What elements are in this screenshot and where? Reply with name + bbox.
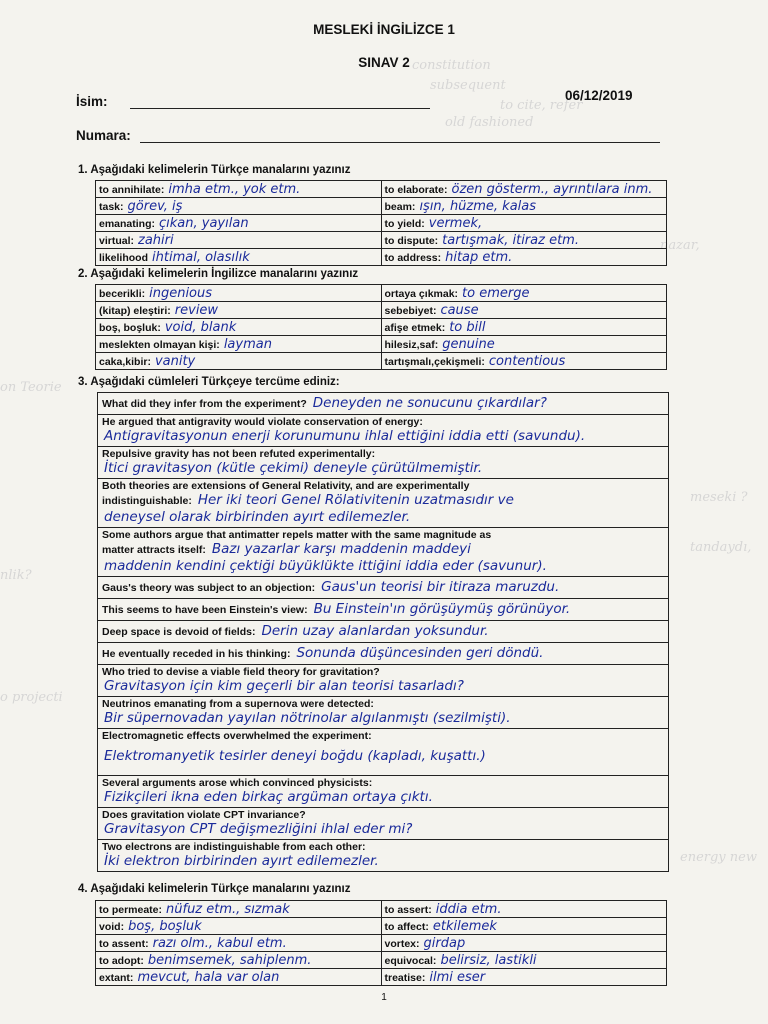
translation-item[interactable] — [98, 664, 668, 696]
word-label: ortaya çıkmak: — [384, 288, 459, 300]
handwritten-answer: genuine — [442, 337, 495, 352]
handwritten-translation: Gaus'un teorisi bir itiraza maruzdu. — [321, 579, 560, 595]
word-cell[interactable] — [96, 901, 382, 918]
handwritten-translation: Gravitasyon için kim geçerli bir alan teorisi tasarladı? — [104, 678, 464, 694]
word-label: vortex: — [384, 938, 420, 950]
word-label: to adopt: — [99, 955, 144, 967]
handwritten-answer: ışın, hüzme, kalas — [419, 199, 537, 214]
word-label: to elaborate: — [384, 184, 448, 196]
word-label: to dispute: — [384, 235, 439, 247]
sentence-prompt-cont: indistinguishable: — [102, 495, 192, 507]
word-label: afişe etmek: — [384, 322, 446, 334]
sentence-prompt: Electromagnetic effects overwhelmed the experiment: — [98, 728, 668, 742]
word-cell[interactable] — [381, 952, 667, 969]
word-cell[interactable] — [96, 198, 382, 215]
handwritten-answer: belirsiz, lastikli — [440, 953, 537, 968]
table-row — [96, 302, 667, 319]
word-cell[interactable] — [381, 918, 667, 935]
word-label: to address: — [384, 252, 442, 264]
translation-item[interactable] — [98, 839, 668, 872]
word-label: caka,kibir: — [99, 356, 151, 368]
sentence-prompt: Deep space is devoid of fields: — [102, 626, 256, 638]
translation-item[interactable] — [98, 576, 668, 598]
word-label: void: — [99, 921, 125, 933]
word-cell[interactable] — [381, 935, 667, 952]
word-label: sebebiyet: — [384, 305, 437, 317]
translation-item[interactable] — [98, 598, 668, 620]
handwritten-translation: Fizikçileri ikna eden birkaç argüman ortaya çıktı. — [104, 789, 433, 805]
translation-item[interactable] — [98, 807, 668, 839]
word-cell[interactable] — [381, 336, 667, 353]
word-cell[interactable] — [96, 302, 382, 319]
word-label: to assent: — [99, 938, 149, 950]
word-label: beam: — [384, 201, 416, 213]
handwritten-answer: mevcut, hala var olan — [137, 970, 280, 985]
word-label: hilesiz,saf: — [384, 339, 439, 351]
handwritten-answer: vanity — [154, 354, 196, 369]
translation-item[interactable] — [98, 414, 668, 446]
table-row — [96, 319, 667, 336]
handwritten-translation: Bazı yazarlar karşı maddenin maddeyi — [211, 541, 471, 557]
handwritten-answer: ingenious — [149, 286, 213, 301]
handwritten-answer: zahiri — [138, 233, 174, 248]
handwritten-translation: Antigravitasyonun enerji korunumunu ihlal ettiğini iddia etti (savundu). — [104, 428, 586, 444]
word-label: to assert: — [384, 904, 432, 916]
word-cell[interactable] — [96, 285, 382, 302]
handwritten-answer: cause — [440, 303, 479, 318]
handwritten-answer: özen gösterm., ayrıntılara inm. — [451, 182, 653, 197]
word-cell[interactable] — [381, 901, 667, 918]
handwritten-translation: Derin uzay alanlardan yoksundur. — [261, 623, 489, 639]
sentence-prompt: Some authors argue that antimatter repels matter with the same magnitude as — [98, 527, 668, 541]
translation-item[interactable] — [98, 478, 668, 527]
sentence-prompt-line — [98, 492, 668, 509]
word-label: likelihood — [99, 252, 149, 264]
word-label: becerikli: — [99, 288, 146, 300]
word-cell[interactable] — [96, 336, 382, 353]
word-cell[interactable] — [96, 249, 382, 266]
handwritten-answer: benimsemek, sahiplenm. — [147, 953, 312, 968]
handwritten-answer: vermek, — [428, 216, 483, 231]
name-label: İsim: — [76, 94, 108, 109]
word-cell[interactable] — [381, 198, 667, 215]
handwritten-answer: görev, iş — [127, 199, 183, 214]
number-line[interactable] — [140, 142, 660, 143]
handwritten-translation: Bu Einstein'ın görüşüymüş görünüyor. — [313, 601, 571, 617]
section-4-table — [95, 900, 667, 986]
table-row — [96, 249, 667, 266]
handwritten-translation: İki elektron birbirinden ayırt edilemezler. — [104, 853, 379, 869]
translation-item[interactable] — [98, 696, 668, 728]
word-label: equivocal: — [384, 955, 437, 967]
section-1-table — [95, 180, 667, 266]
section-2-title: 2. Aşağıdaki kelimelerin İngilizce manalarını yazınız — [78, 268, 359, 280]
word-label: (kitap) eleştiri: — [99, 305, 171, 317]
translation-item[interactable] — [98, 642, 668, 664]
sentence-prompt: This seems to have been Einstein's view: — [102, 604, 308, 616]
handwritten-answer: void, blank — [164, 320, 237, 335]
table-row — [96, 918, 667, 935]
handwritten-answer: boş, boşluk — [128, 919, 202, 934]
table-row — [96, 336, 667, 353]
word-cell[interactable] — [96, 952, 382, 969]
word-cell[interactable] — [96, 935, 382, 952]
sentence-prompt: Several arguments arose which convinced physicists: — [98, 775, 668, 789]
handwritten-translation: İtici gravitasyon (kütle çekimi) deneyle çürütülmemiştir. — [104, 460, 483, 476]
word-label: to affect: — [384, 921, 429, 933]
word-cell[interactable] — [381, 215, 667, 232]
word-cell[interactable] — [381, 319, 667, 336]
sentence-prompt: What did they infer from the experiment? — [102, 398, 307, 410]
sentence-prompt: Gaus's theory was subject to an objection: — [102, 582, 316, 594]
handwritten-answer: review — [174, 303, 219, 318]
word-label: tartışmalı,çekişmeli: — [384, 356, 485, 368]
word-label: treatise: — [384, 972, 426, 984]
word-label: boş, boşluk: — [99, 322, 161, 334]
word-cell[interactable] — [96, 215, 382, 232]
translation-item[interactable] — [98, 620, 668, 642]
handwritten-translation: deneysel olarak birbirinden ayırt edilemezler. — [104, 509, 411, 525]
word-cell[interactable] — [381, 969, 667, 986]
handwritten-translation: Her iki teori Genel Rölativitenin uzatmasıdır ve — [197, 492, 514, 508]
word-cell[interactable] — [96, 319, 382, 336]
translation-item[interactable] — [98, 446, 668, 478]
table-row — [96, 181, 667, 198]
word-cell[interactable] — [381, 302, 667, 319]
section-2-table — [95, 284, 667, 370]
translation-item[interactable] — [98, 392, 668, 414]
section-3-title: 3. Aşağıdaki cümleleri Türkçeye tercüme ediniz: — [78, 376, 340, 388]
handwritten-answer: hitap etm. — [445, 250, 513, 265]
handwritten-translation: Deneyden ne sonucunu çıkardılar? — [312, 395, 547, 411]
handwritten-answer: ilmi eser — [429, 970, 486, 985]
number-label: Numara: — [76, 128, 131, 143]
table-row — [96, 353, 667, 370]
handwritten-translation: Gravitasyon CPT değişmezliğini ihlal eder mi? — [104, 821, 413, 837]
word-cell[interactable] — [96, 181, 382, 198]
sentence-prompt: Both theories are extensions of General Relativity, and are experimentally — [98, 478, 668, 492]
name-line[interactable] — [130, 108, 430, 109]
handwritten-answer: imha etm., yok etm. — [168, 182, 301, 197]
word-cell[interactable] — [96, 918, 382, 935]
word-label: virtual: — [99, 235, 135, 247]
handwritten-answer: ihtimal, olasılık — [152, 250, 250, 265]
page-number: 1 — [381, 992, 387, 1003]
exam-title: MESLEKİ İNGİLİZCE 1 — [313, 22, 455, 37]
handwritten-answer: etkilemek — [432, 919, 497, 934]
handwritten-translation: Sonunda düşüncesinden geri döndü. — [296, 645, 544, 661]
sentence-prompt: He argued that antigravity would violate conservation of energy: — [98, 414, 668, 428]
word-label: task: — [99, 201, 124, 213]
section-4-title: 4. Aşağıdaki kelimelerin Türkçe manalarını yazınız — [78, 883, 351, 895]
word-cell[interactable] — [381, 181, 667, 198]
handwritten-answer: çıkan, yayılan — [159, 216, 249, 231]
exam-date: 06/12/2019 — [565, 88, 633, 103]
table-row — [96, 285, 667, 302]
handwritten-answer: to emerge — [462, 286, 530, 301]
word-cell[interactable] — [381, 285, 667, 302]
word-label: meslekten olmayan kişi: — [99, 339, 220, 351]
table-row — [96, 952, 667, 969]
word-label: to yield: — [384, 218, 425, 230]
sentence-prompt: Repulsive gravity has not been refuted experimentally: — [98, 446, 668, 460]
table-row — [96, 935, 667, 952]
table-row — [96, 198, 667, 215]
word-label: to permeate: — [99, 904, 163, 916]
handwritten-answer: to bill — [449, 320, 486, 335]
word-cell[interactable] — [381, 353, 667, 370]
handwritten-answer: razı olm., kabul etm. — [152, 936, 287, 951]
section-3-translations — [97, 392, 669, 872]
sentence-prompt: Neutrinos emanating from a supernova were detected: — [98, 696, 668, 710]
table-row — [96, 232, 667, 249]
sentence-prompt: Two electrons are indistinguishable from each other: — [98, 839, 668, 853]
exam-subtitle: SINAV 2 — [358, 55, 410, 70]
word-label: to annihilate: — [99, 184, 165, 196]
word-cell[interactable] — [96, 969, 382, 986]
word-cell[interactable] — [96, 232, 382, 249]
word-cell[interactable] — [381, 232, 667, 249]
sentence-prompt: Does gravitation violate CPT invariance? — [98, 807, 668, 821]
sentence-prompt-line — [98, 541, 668, 558]
table-row — [96, 215, 667, 232]
handwritten-answer: layman — [223, 337, 272, 352]
word-label: emanating: — [99, 218, 156, 230]
translation-item[interactable] — [98, 728, 668, 775]
handwritten-answer: tartışmak, itiraz etm. — [442, 233, 579, 248]
sentence-prompt: He eventually receded in his thinking: — [102, 648, 291, 660]
translation-item[interactable] — [98, 527, 668, 576]
table-row — [96, 901, 667, 918]
section-1-title: 1. Aşağıdaki kelimelerin Türkçe manalarını yazınız — [78, 164, 351, 176]
handwritten-translation: Bir süpernovadan yayılan nötrinolar algılanmıştı (sezilmişti). — [104, 710, 511, 726]
word-label: extant: — [99, 972, 134, 984]
handwritten-answer: nüfuz etm., sızmak — [166, 902, 290, 917]
table-row — [96, 969, 667, 986]
sentence-prompt: Who tried to devise a viable field theory for gravitation? — [98, 664, 668, 678]
handwritten-answer: contentious — [488, 354, 566, 369]
handwritten-translation: Elektromanyetik tesirler deneyi boğdu (kapladı, kuşattı.) — [104, 748, 486, 764]
word-cell[interactable] — [96, 353, 382, 370]
handwritten-translation: maddenin kendini çektiği büyüklükte ittiğini iddia eder (savunur). — [104, 558, 547, 574]
sentence-prompt-cont: matter attracts itself: — [102, 544, 206, 556]
translation-item[interactable] — [98, 775, 668, 807]
word-cell[interactable] — [381, 249, 667, 266]
handwritten-answer: girdap — [423, 936, 466, 951]
handwritten-answer: iddia etm. — [435, 902, 502, 917]
